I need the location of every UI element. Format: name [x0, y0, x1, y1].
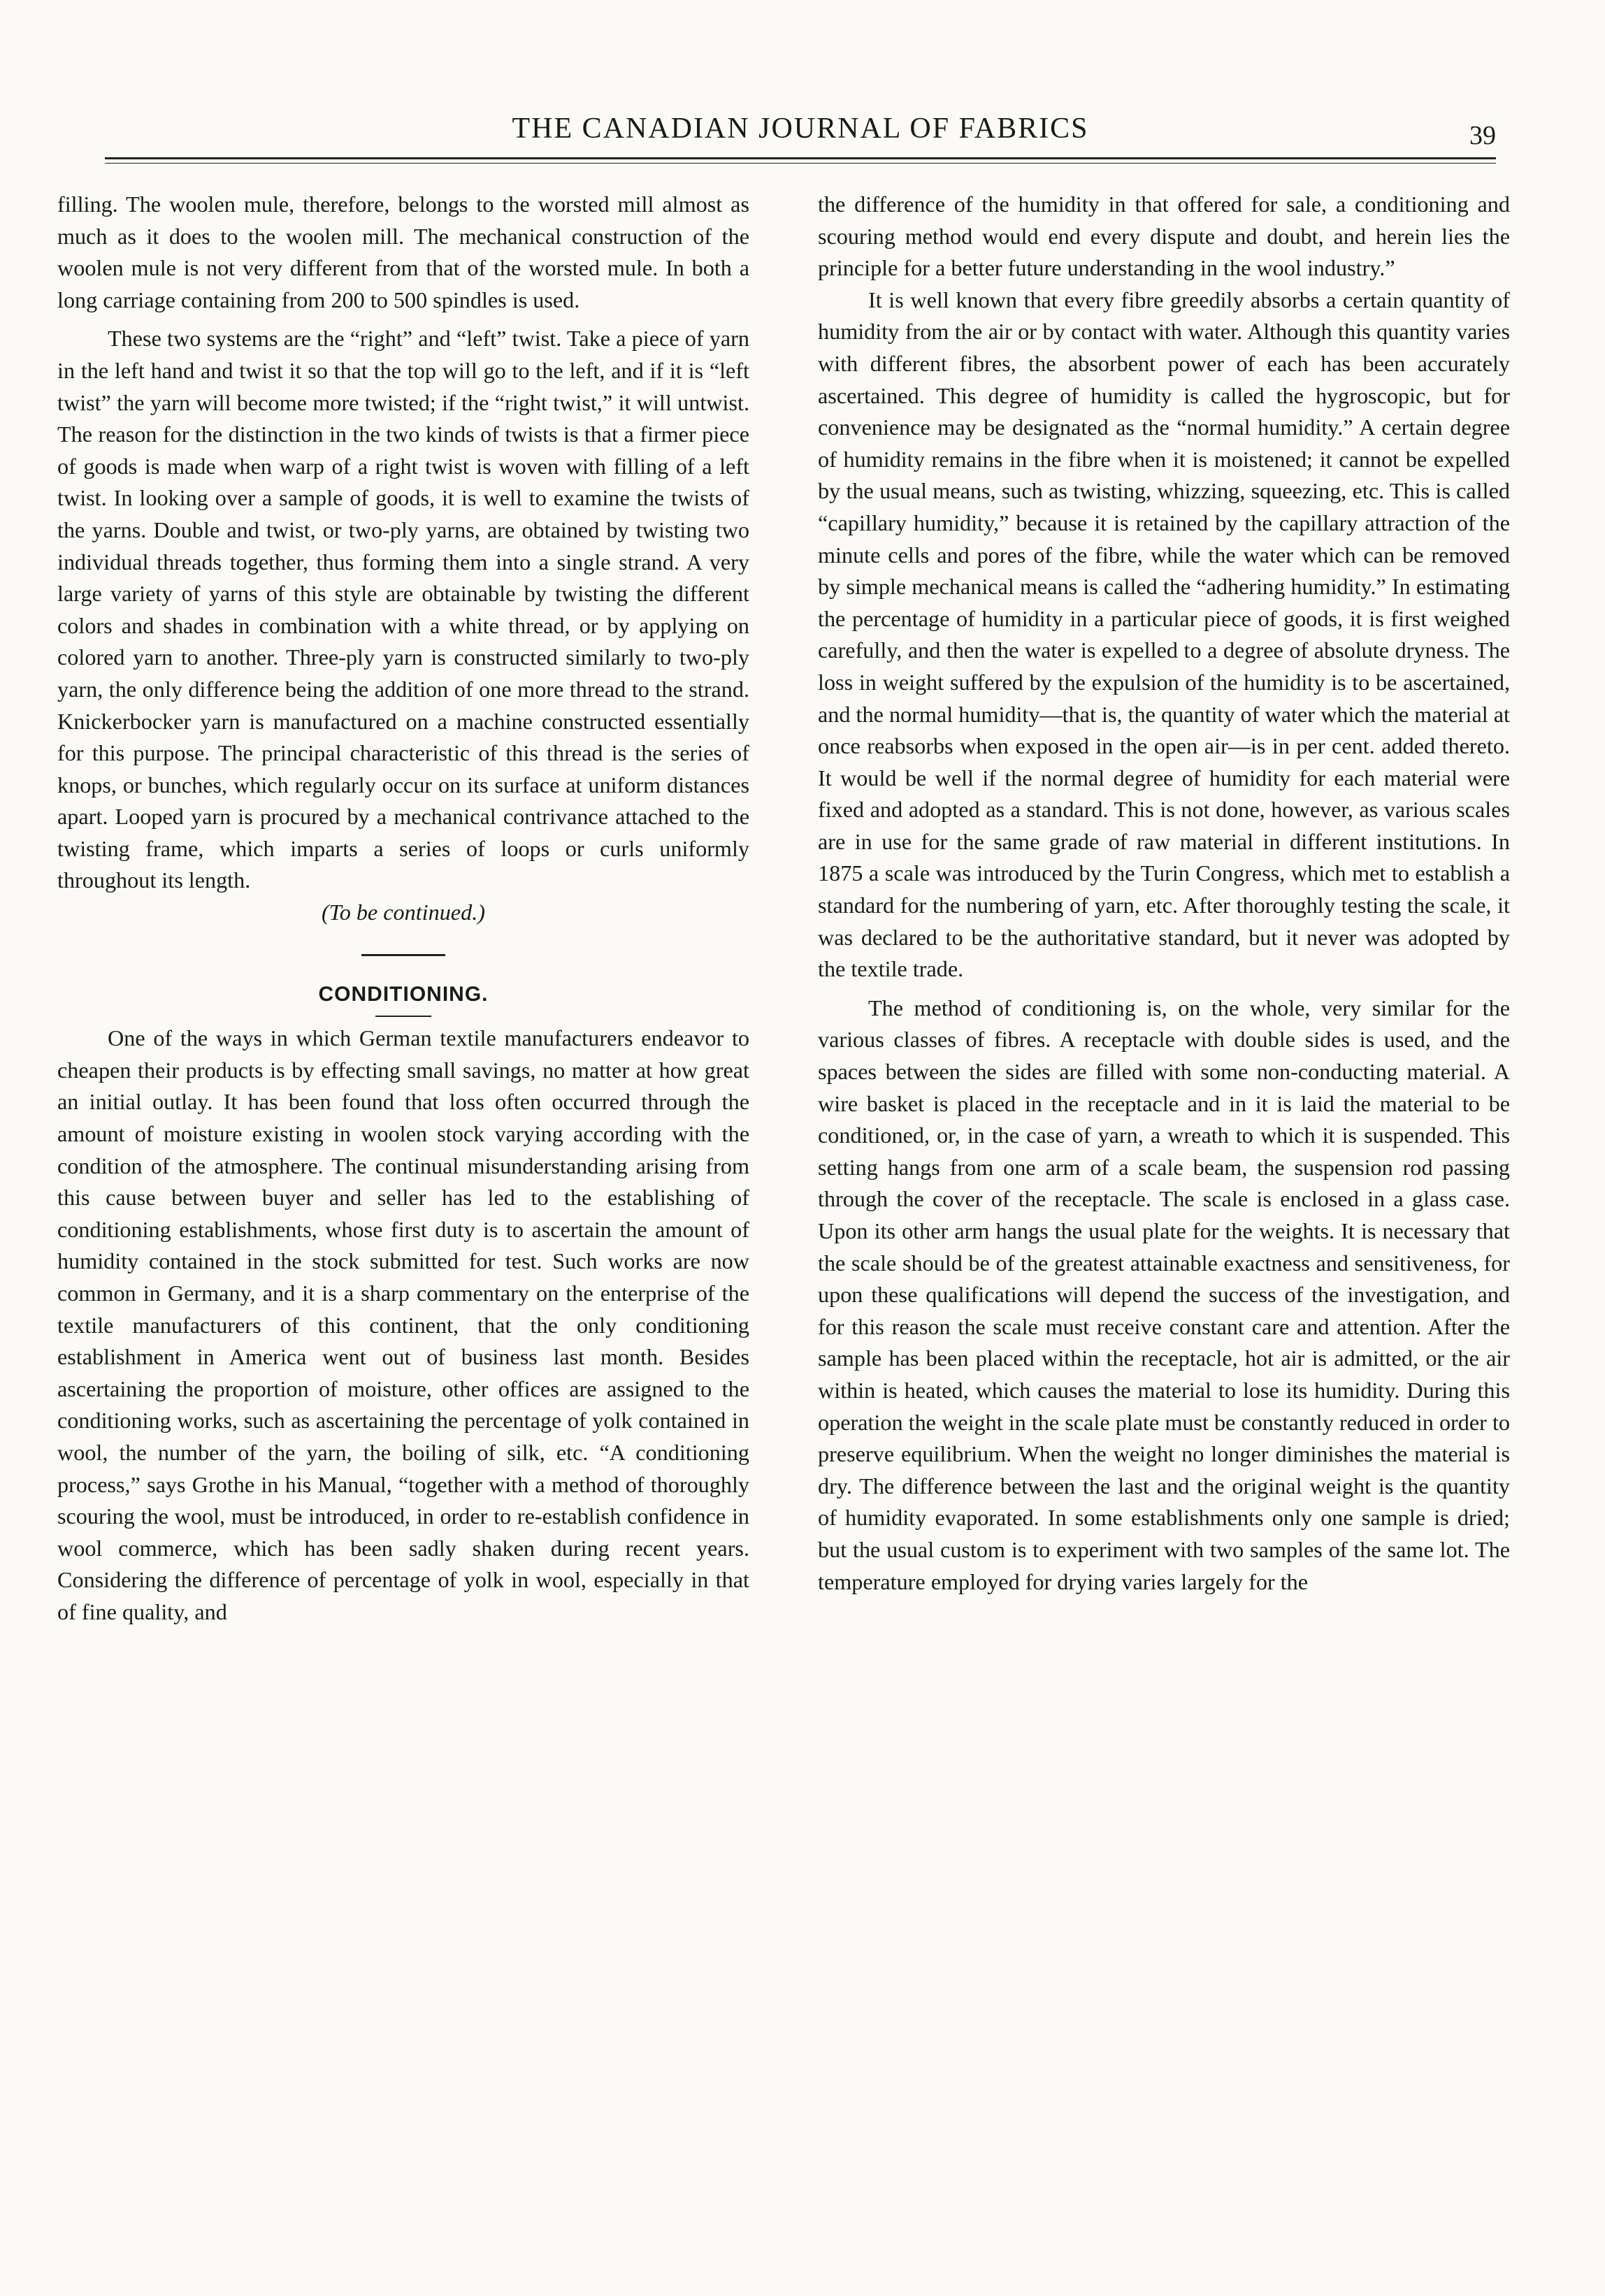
- left-column: [57, 189, 749, 1629]
- to-be-continued: (To be continued.): [322, 900, 485, 925]
- paragraph: One of the ways in which German textile manufacturers endeavor to cheapen their products is by effecting small savings, no matter at how great an initial outlay. It has been found that loss often occurred through the amount of moisture existing in woolen stock varying according with the condition of the atmosphere. The continual misunderstanding arising from this cause between buyer and seller has led to the establishing of conditioning establishments, whose first duty is to ascertain the amount of humidity contained in the stock submitted for test. Such works are now common in Germany, and it is a sharp commentary on the enterprise of the textile manufacturers of this continent, that the only conditioning establishment in America went out of business last month. Besides ascertaining the proportion of moisture, other offices are assigned to the conditioning works, such as ascertaining the percentage of yolk contained in wool, the number of the yarn, the boiling of silk, etc. “A conditioning process,” says Grothe in his Manual, “together with a method of thoroughly scouring the wool, must be introduced, in order to re-establish confidence in wool commerce, which has been sadly shaken during recent years. Considering the difference of percentage of yolk in wool, especially in that of fine quality, and: [57, 1025, 749, 1624]
- right-column: [818, 189, 1510, 1598]
- paragraph: the difference of the humidity in that offered for sale, a conditioning and scouring method would end every dispute and doubt, and herein lies the principle for a better future understanding in the wool industry.”: [818, 192, 1510, 281]
- paragraph: The method of conditioning is, on the whole, very similar for the various classes of fibres. A receptacle with double sides is used, and the spaces between the sides are filled with some non-conducting material. A wire basket is placed in the receptacle and in it is laid the material to be conditioned, or, in the case of yarn, a wreath to which it is suspended. This setting hangs from one arm of a scale beam, the suspension rod passing through the cover of the receptacle. The scale is enclosed in a glass case. Upon its other arm hangs the usual plate for the weights. It is necessary that the scale should be of the greatest attainable exactness and sensitiveness, for upon these qualifications will depend the success of the investigation, and for this reason the scale must receive constant care and attention. After the sample has been placed within the receptacle, hot air is admitted, or the air within is heated, which causes the material to lose its humidity. During this operation the weight in the scale plate must be constantly reduced in order to preserve equilibrium. When the weight no longer diminishes the material is dry. The difference between the last and the original weight is the quantity of humidity evaporated. In some establishments only one sample is dried; but the usual custom is to experiment with two samples of the same lot. The temperature employed for drying varies largely for the: [818, 995, 1510, 1594]
- page-header: [105, 112, 1496, 154]
- header-rule: [105, 157, 1496, 164]
- paragraph: filling. The woolen mule, therefore, belongs to the worsted mill almost as much as it does to the woolen mill. The mechanical construction of the woolen mule is not very different from that of the worsted mule. In both a long carriage containing from 200 to 500 spindles is used.: [57, 192, 749, 312]
- journal-title: THE CANADIAN JOURNAL OF FABRICS: [512, 113, 1089, 145]
- section-heading: CONDITIONING.: [318, 982, 489, 1006]
- section-divider: [361, 954, 445, 956]
- page-number: 39: [1469, 121, 1496, 150]
- paragraph: These two systems are the “right” and “left” twist. Take a piece of yarn in the left hand and twist it so that the top will go to the left, and if it is “left twist” the yarn will become more twisted; if the “right twist,” it will untwist. The reason for the distinction in the two kinds of twists is that a firmer piece of goods is made when warp of a right twist is woven with filling of a left twist. In looking over a sample of goods, it is well to examine the twists of the yarns. Double and twist, or two-ply yarns, are obtained by twisting two individual threads together, thus forming them into a single strand. A very large variety of yarns of this style are obtainable by twisting the different colors and shades in combination with a white thread, or by applying on colored yarn to another. Three-ply yarn is constructed similarly to two-ply yarn, the only difference being the addition of one more thread to the strand. Knickerbocker yarn is manufactured on a machine constructed essentially for this purpose. The principal characteristic of this thread is the series of knops, or bunches, which regularly occur on its surface at uniform distances apart. Looped yarn is procured by a mechanical contrivance attached to the twisting frame, which imparts a series of loops or curls uniformly throughout its length.: [57, 326, 749, 893]
- heading-underline: [375, 1016, 431, 1017]
- paragraph: It is well known that every fibre greedily absorbs a certain quantity of humidity from the air or by contact with water. Although this quantity varies with different fibres, the absorbent power of each has been accurately ascertained. This degree of humidity is called the hygroscopic, but for convenience may be designated as the “normal humidity.” A certain degree of humidity remains in the fibre when it is moistened; it cannot be expelled by the usual means, such as twisting, whizzing, squeezing, etc. This is called “capillary humidity,” because it is retained by the capillary attraction of the minute cells and pores of the fibre, while the water which can be removed by simple mechanical means is called the “adhering humidity.” In estimating the percentage of humidity in a particular piece of goods, it is first weighed carefully, and then the water is expelled to a degree of absolute dryness. The loss in weight suffered by the expulsion of the humidity is to be ascertained, and the normal humidity—that is, the quantity of water which the material at once reabsorbs when exposed in the open air—is in per cent. added thereto. It would be well if the normal degree of humidity for each material were fixed and adopted as a standard. This is not done, however, as various scales are in use for the same grade of raw material in different institutions. In 1875 a scale was introduced by the Turin Congress, which met to establish a standard for the numbering of yarn, etc. After thoroughly testing the scale, it was declared to be the authoritative standard, but it never was adopted by the textile trade.: [818, 287, 1510, 982]
